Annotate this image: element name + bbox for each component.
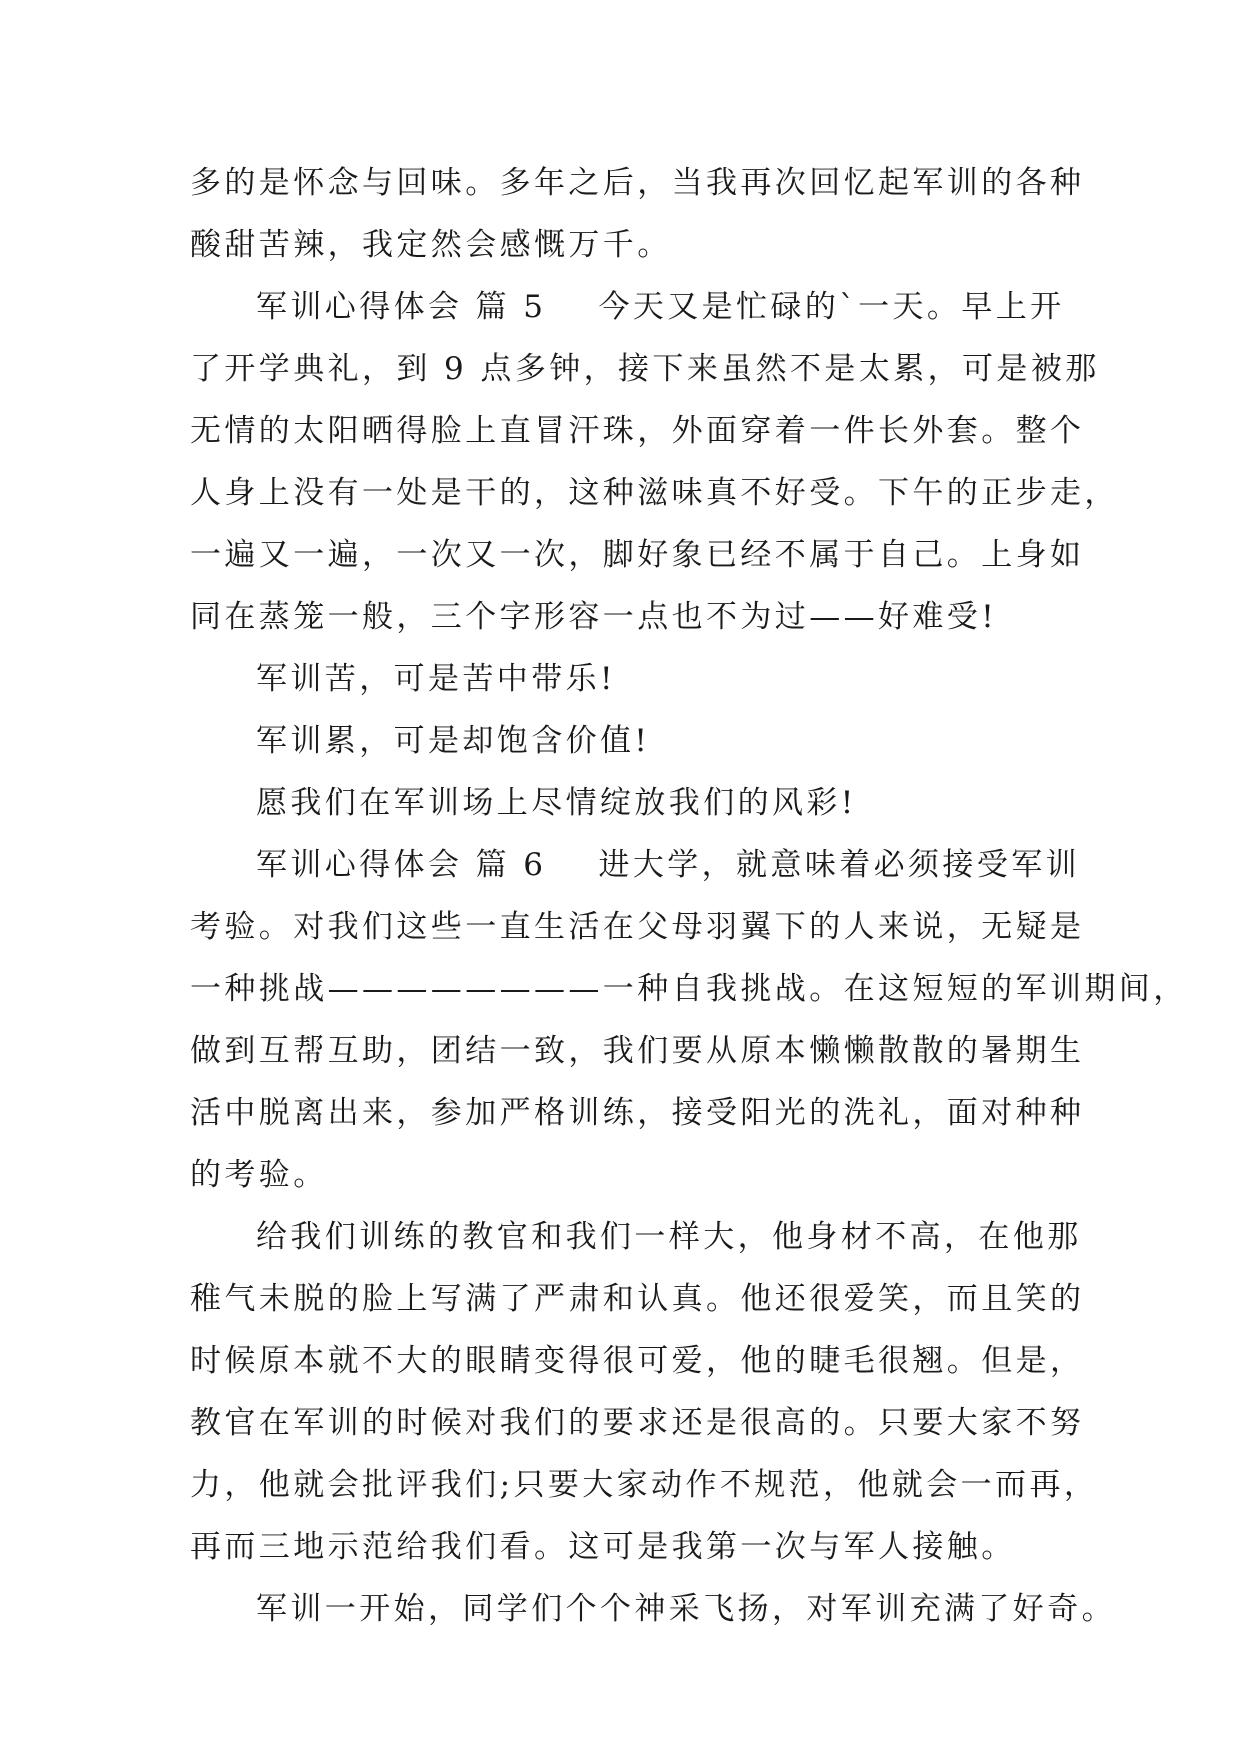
text-line-12: 进大学，就意味着必须接受军训 xyxy=(598,847,1081,883)
text-line-8: 同在蒸笼一般，三个字形容一点也不为过——好难受! xyxy=(190,599,998,635)
section-heading-5: 军训心得体会 篇 5 xyxy=(256,289,547,325)
text-line-13: 考验。对我们这些一直生活在父母羽翼下的人来说，无疑是 xyxy=(190,909,1085,945)
text-line-23: 再而三地示范给我们看。这可是我第一次与军人接触。 xyxy=(190,1529,1016,1565)
text-line-20: 时候原本就不大的眼睛变得很可爱，他的睫毛很翘。但是， xyxy=(190,1343,1085,1379)
section-5-paragraph xyxy=(256,276,1065,338)
text-line-19: 稚气未脱的脸上写满了严肃和认真。他还很爱笑，而且笑的 xyxy=(190,1281,1085,1317)
text-line-7: 一遍又一遍，一次又一次，脚好象已经不属于自己。上身如 xyxy=(190,537,1085,573)
text-line-24: 军训一开始，同学们个个神采飞扬，对军训充满了好奇。 xyxy=(256,1591,1116,1627)
text-line-17: 的考验。 xyxy=(190,1157,328,1193)
section-heading-6: 军训心得体会 篇 6 xyxy=(256,847,547,883)
text-line-16: 活中脱离出来，参加严格训练，接受阳光的洗礼，面对种种 xyxy=(190,1095,1085,1131)
text-line-1: 多的是怀念与回味。多年之后，当我再次回忆起军训的各种 xyxy=(190,165,1085,201)
text-line-4: 了开学典礼，到 9 点多钟，接下来虽然不是太累，可是被那 xyxy=(190,351,1100,387)
text-line-21: 教官在军训的时候对我们的要求还是很高的。只要大家不努 xyxy=(190,1405,1085,1441)
text-line-2: 酸甜苦辣，我定然会感慨万千。 xyxy=(190,227,672,263)
text-line-3: 今天又是忙碌的`一天。早上开 xyxy=(598,289,1065,325)
text-line-10: 军训累，可是却饱含价值! xyxy=(256,723,651,759)
text-line-15: 做到互帮互助，团结一致，我们要从原本懒懒散散的暑期生 xyxy=(190,1033,1085,1069)
text-line-22: 力，他就会批评我们;只要大家动作不规范，他就会一而再， xyxy=(190,1467,1099,1503)
text-line-5: 无情的太阳晒得脸上直冒汗珠，外面穿着一件长外套。整个 xyxy=(190,413,1085,449)
text-line-18: 给我们训练的教官和我们一样大，他身材不高，在他那 xyxy=(256,1219,1082,1255)
text-line-14: 一种挑战————————一种自我挑战。在这短短的军训期间， xyxy=(190,971,1188,1007)
text-line-9: 军训苦，可是苦中带乐! xyxy=(256,661,616,697)
text-line-11: 愿我们在军训场上尽情绽放我们的风彩! xyxy=(256,785,857,821)
text-line-6: 人身上没有一处是干的，这种滋味真不好受。下午的正步走， xyxy=(190,475,1119,511)
section-6-paragraph xyxy=(256,834,1081,896)
